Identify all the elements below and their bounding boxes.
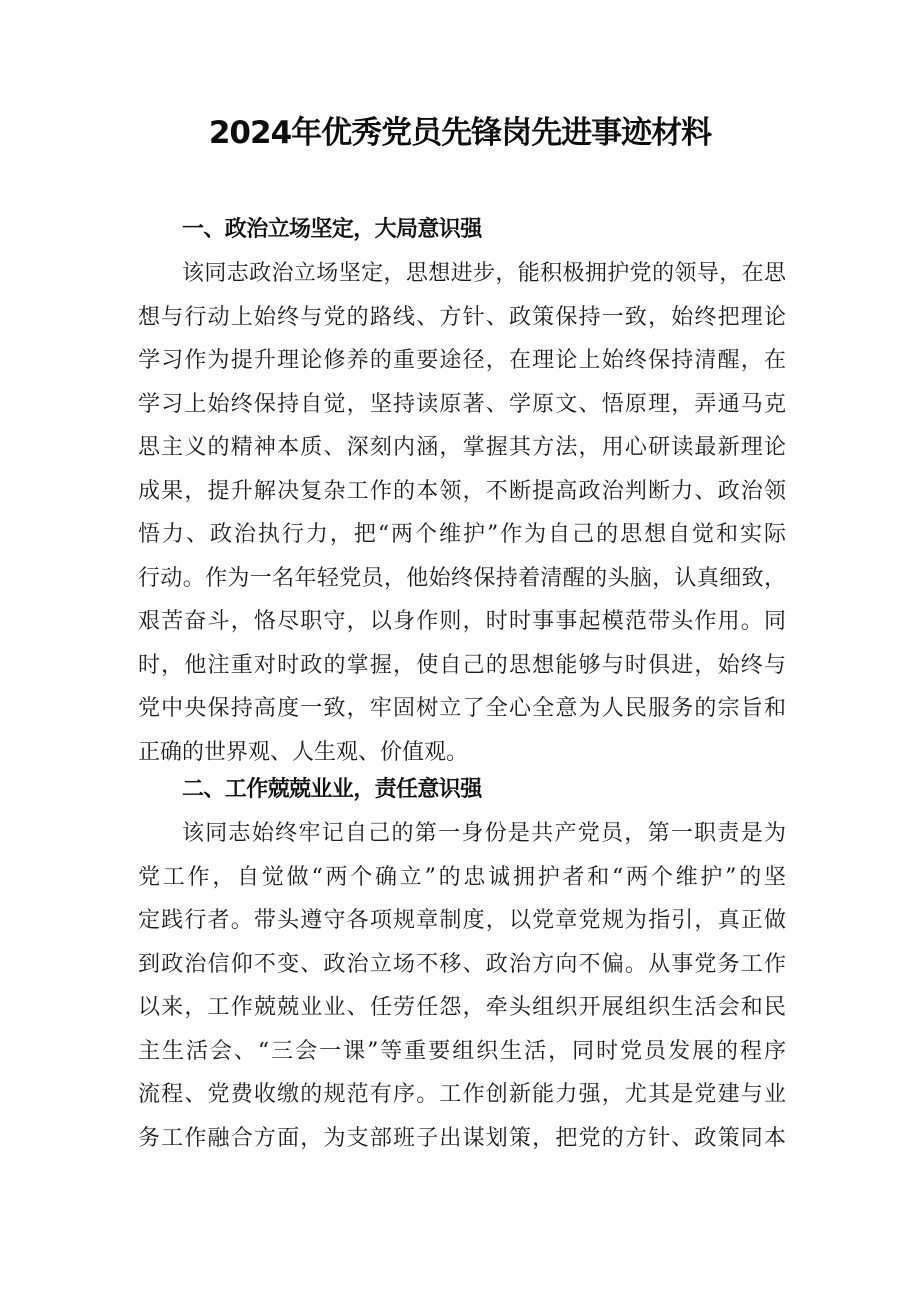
paragraph-line: 该同志政治立场坚定，思想进步，能积极拥护党的领导，在思 [182,261,786,286]
paragraph-line: 流程、党费收缴的规范有序。工作创新能力强，尤其是党建与业 [138,1082,786,1107]
paragraph-line: 以来，工作兢兢业业、任劳任怨，牵头组织开展组织生活会和民 [138,995,786,1020]
paragraph-line: 主生活会、“三会一课”等重要组织生活，同时党员发展的程序 [138,1039,786,1064]
paragraph-line: 艰苦奋斗，恪尽职守，以身作则，时时事事起模范带头作用。同 [138,609,786,634]
paragraph-line: 成果，提升解决复杂工作的本领，不断提高政治判断力、政治领 [138,479,786,504]
paragraph-line: 学习作为提升理论修养的重要途径，在理论上始终保持清醒，在 [138,348,786,373]
paragraph-line: 务工作融合方面，为支部班子出谋划策，把党的方针、政策同本 [138,1126,786,1151]
paragraph-line: 党工作，自觉做“两个确立”的忠诚拥护者和“两个维护”的坚 [138,865,786,890]
paragraph-line: 党中央保持高度一致，牢固树立了全心全意为人民服务的宗旨和 [138,696,786,721]
paragraph-line: 该同志始终牢记自己的第一身份是共产党员，第一职责是为 [182,821,786,846]
section-heading-2: 二、工作兢兢业业，责任意识强 [182,777,482,802]
paragraph-line: 到政治信仰不变、政治立场不移、政治方向不偏。从事党务工作 [138,952,786,977]
paragraph-line: 定践行者。带头遵守各项规章制度，以党章党规为指引，真正做 [138,908,786,933]
paragraph-line: 悟力、政治执行力，把“两个维护”作为自己的思想自觉和实际 [138,522,786,547]
document-title: 2024年优秀党员先锋岗先进事迹材料 [208,115,712,151]
paragraph-line: 学习上始终保持自觉，坚持读原著、学原文、悟原理，弄通马克 [138,392,786,417]
paragraph-line: 行动。作为一名年轻党员，他始终保持着清醒的头脑，认真细致， [138,566,786,591]
paragraph-line: 时，他注重对时政的掌握，使自己的思想能够与时俱进，始终与 [138,653,786,678]
section-heading-1: 一、政治立场坚定，大局意识强 [182,217,482,242]
paragraph-line: 思主义的精神本质、深刻内涵，掌握其方法，用心研读最新理论 [138,435,786,460]
paragraph-line: 想与行动上始终与党的路线、方针、政策保持一致，始终把理论 [138,305,786,330]
paragraph-line: 正确的世界观、人生观、价值观。 [138,740,469,765]
